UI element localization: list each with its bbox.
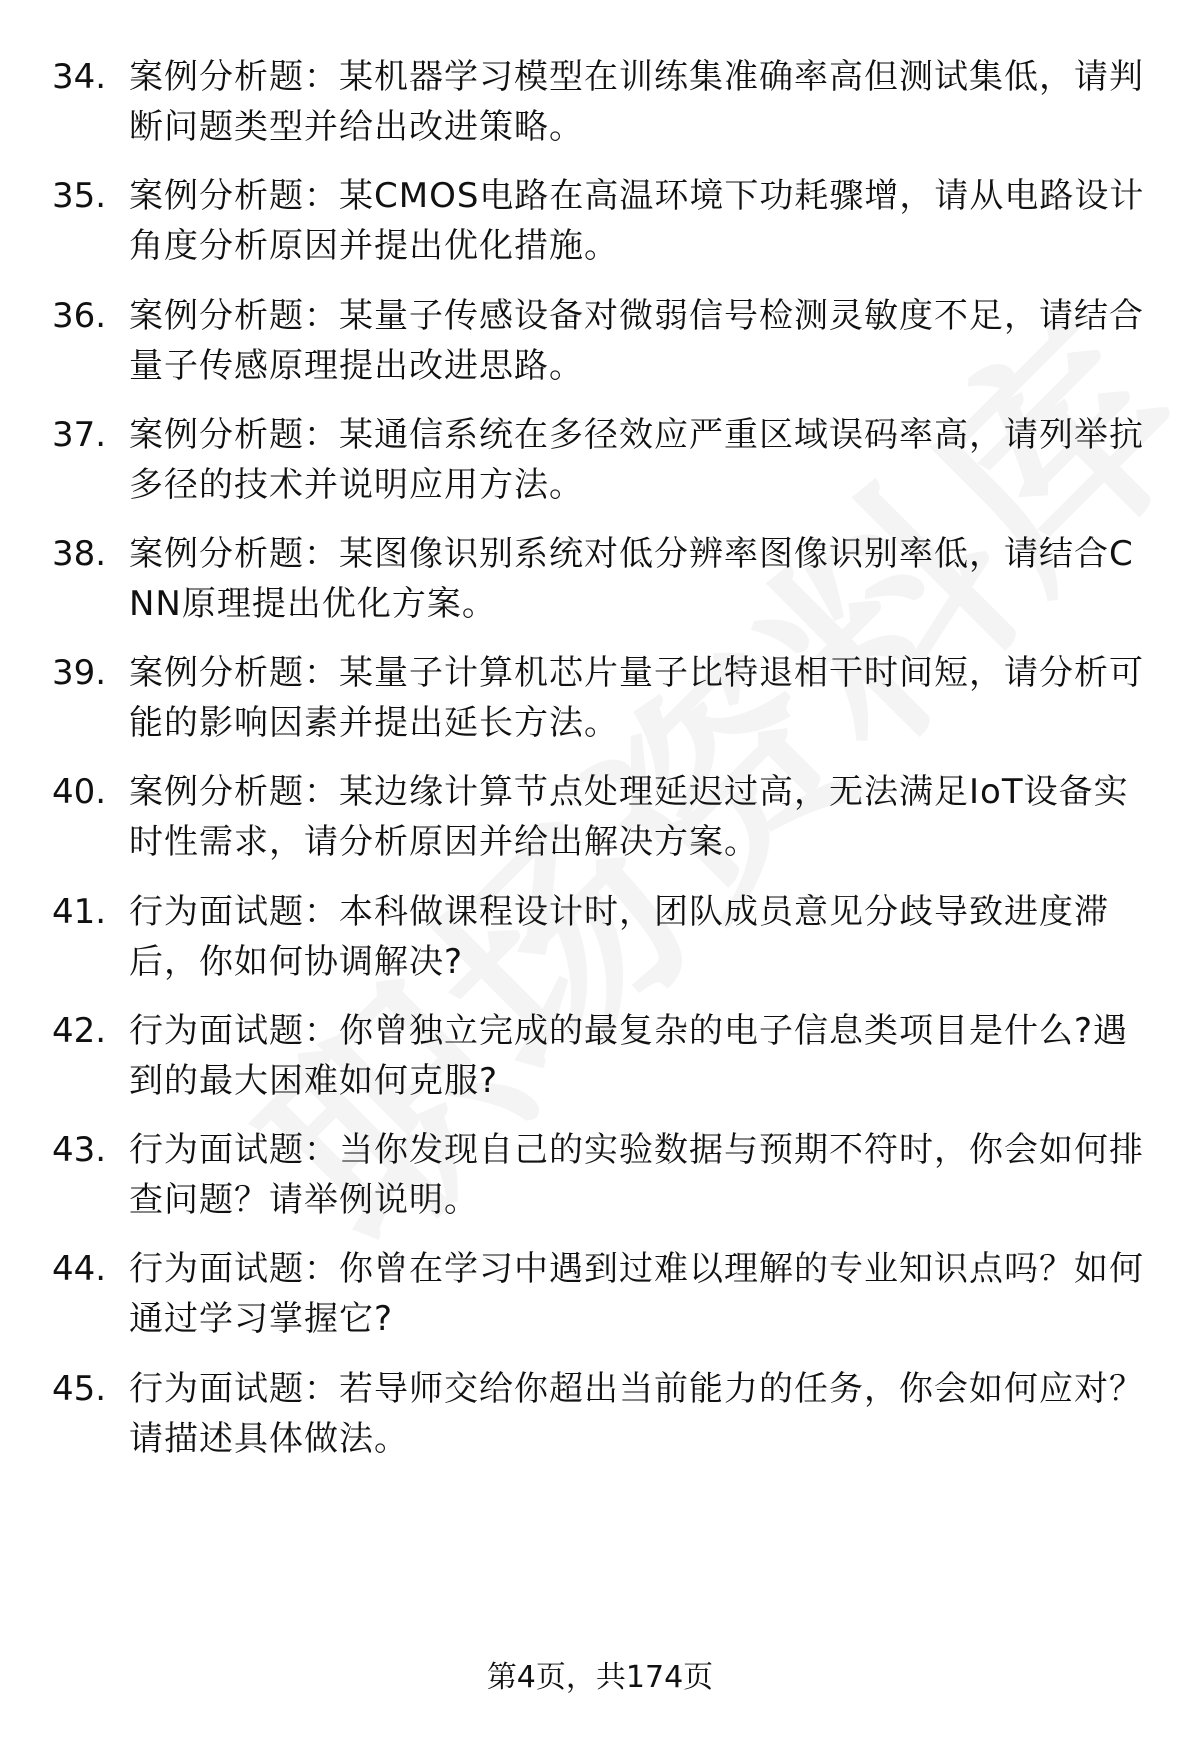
- question-number: 38.: [52, 534, 107, 574]
- question-number: 34.: [52, 57, 107, 97]
- question-number: 39.: [52, 653, 107, 693]
- question-text: 行为面试题：若导师交给你超出当前能力的任务，你会如何应对？请描述具体做法。: [129, 1369, 1144, 1459]
- question-text: 案例分析题：某图像识别系统对低分辨率图像识别率低，请结合CNN原理提出优化方案。: [129, 534, 1134, 624]
- question-number: 37.: [52, 415, 107, 455]
- question-number: 41.: [52, 892, 107, 932]
- question-text: 案例分析题：某CMOS电路在高温环境下功耗骤增，请从电路设计角度分析原因并提出优化措施。: [129, 176, 1145, 266]
- question-number: 40.: [52, 772, 107, 812]
- question-number: 43.: [52, 1130, 107, 1170]
- page-footer: 第4页，共174页: [486, 1660, 714, 1695]
- question-text: 行为面试题：当你发现自己的实验数据与预期不符时，你会如何排查问题？请举例说明。: [129, 1130, 1144, 1220]
- question-number: 45.: [52, 1369, 107, 1409]
- question-text: 行为面试题：你曾独立完成的最复杂的电子信息类项目是什么?遇到的最大困难如何克服?: [129, 1011, 1129, 1101]
- question-number: 35.: [52, 176, 107, 216]
- question-text: 案例分析题：某机器学习模型在训练集准确率高但测试集低，请判断问题类型并给出改进策略。: [129, 57, 1144, 147]
- question-number: 44.: [52, 1249, 107, 1289]
- question-text: 案例分析题：某通信系统在多径效应严重区域误码率高，请列举抗多径的技术并说明应用方法。: [129, 415, 1144, 505]
- question-text: 案例分析题：某量子传感设备对微弱信号检测灵敏度不足，请结合量子传感原理提出改进思路。: [129, 296, 1144, 386]
- question-text: 行为面试题：本科做课程设计时，团队成员意见分歧导致进度滞后，你如何协调解决?: [129, 892, 1109, 982]
- question-number: 42.: [52, 1011, 107, 1051]
- question-text: 行为面试题：你曾在学习中遇到过难以理解的专业知识点吗？如何通过学习掌握它?: [129, 1249, 1144, 1339]
- question-number: 36.: [52, 296, 107, 336]
- question-text: 案例分析题：某边缘计算节点处理延迟过高，无法满足IoT设备实时性需求，请分析原因并给出解决方案。: [129, 772, 1129, 862]
- question-text: 案例分析题：某量子计算机芯片量子比特退相干时间短，请分析可能的影响因素并提出延长方法。: [129, 653, 1144, 743]
